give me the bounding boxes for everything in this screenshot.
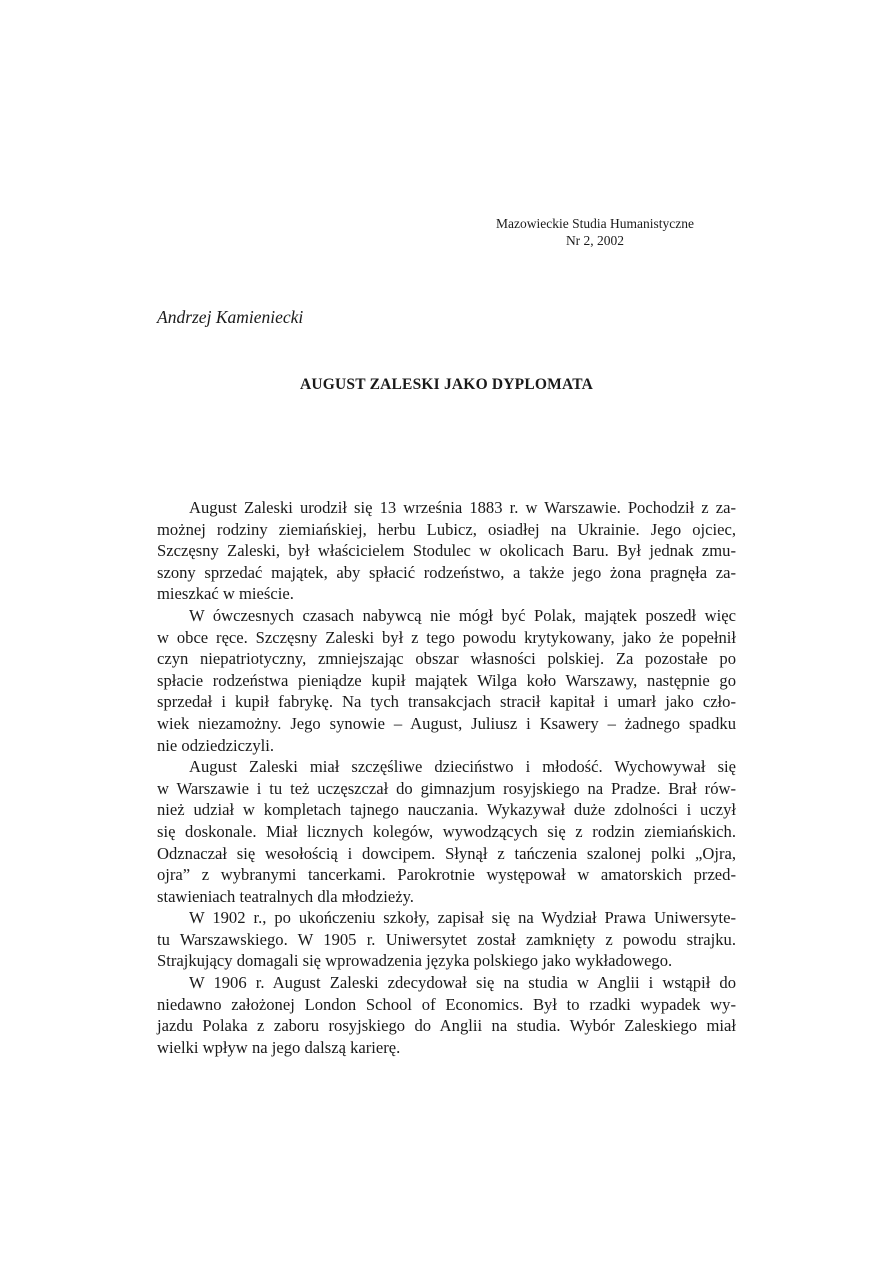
paragraph [157, 605, 736, 756]
text-line: wielki wpływ na jego dalszą karierę. [157, 1037, 401, 1057]
text-line: możnej rodziny ziemiańskiej, herbu Lubicz, osiadłej na Ukrainie. Jego ojciec, [157, 519, 736, 539]
text-line: szony sprzedać majątek, aby spłacić rodzeństwo, a także jego żona pragnęła za- [157, 562, 736, 582]
article-body [157, 497, 736, 1058]
text-line: czyn niepatriotyczny, zmniejszając obszar własności polskiej. Za pozostałe po [157, 649, 736, 669]
text-line: niedawno założonej London School of Economics. Był to rzadki wypadek wy- [157, 994, 736, 1014]
paragraph [157, 972, 736, 1058]
text-line: August Zaleski urodził się 13 września 1883 r. w Warszawie. Pochodził z za- [189, 498, 736, 517]
text-line: Szczęsny Zaleski, był właścicielem Stodulec w okolicach Baru. Był jednak zmu- [157, 541, 736, 561]
author-name: Andrzej Kamieniecki [157, 307, 304, 327]
text-line: stawieniach teatralnych dla młodzieży. [157, 886, 414, 906]
paragraph [157, 907, 736, 972]
text-line: mieszkać w mieście. [157, 584, 294, 604]
paragraph [157, 497, 736, 605]
text-line: Odznaczał się wesołością i dowcipem. Słynął z tańczenia szalonej polki „Ojra, [157, 843, 736, 863]
text-line: ojra” z wybranymi tancerkami. Parokrotnie występował w amatorskich przed- [157, 865, 736, 885]
text-line: W 1902 r., po ukończeniu szkoły, zapisał się na Wydział Prawa Uniwersyte- [189, 908, 736, 928]
journal-name: Mazowieckie Studia Humanistyczne [496, 216, 694, 231]
text-line: w Warszawie i tu też uczęszczał do gimnazjum rosyjskiego na Pradze. Brał rów- [157, 778, 736, 798]
text-line: nie odziedziczyli. [157, 735, 275, 755]
text-line: sprzedał i kupił fabrykę. Na tych transakcjach stracił kapitał i umarł jako czło- [157, 692, 736, 712]
article-title: AUGUST ZALESKI JAKO DYPLOMATA [299, 376, 594, 393]
text-line: spłacie rodzeństwa pieniądze kupił majątek Wilga koło Warszawy, następnie go [157, 670, 736, 690]
text-line: W ówczesnych czasach nabywcą nie mógł być Polak, majątek poszedł więc [189, 605, 736, 625]
text-line: w obce ręce. Szczęsny Zaleski był z tego powodu krytykowany, jako że popełnił [157, 627, 736, 647]
text-line: jazdu Polaka z zaboru rosyjskiego do Anglii na studia. Wybór Zaleskiego miał [157, 1016, 736, 1036]
text-line: Strajkujący domagali się wprowadzenia języka polskiego jako wykładowego. [157, 951, 673, 971]
journal-issue: Nr 2, 2002 [565, 233, 625, 248]
text-line: się doskonale. Miał licznych kolegów, wywodzących się z rodzin ziemiańskich. [157, 821, 736, 841]
text-line: nież udział w kompletach tajnego nauczania. Wykazywał duże zdolności i uczył [157, 800, 736, 820]
journal-header [480, 215, 710, 249]
text-line: W 1906 r. August Zaleski zdecydował się na studia w Anglii i wstąpił do [189, 973, 736, 993]
text-line: August Zaleski miał szczęśliwe dzieciństwo i młodość. Wychowywał się [189, 757, 736, 777]
text-line: tu Warszawskiego. W 1905 r. Uniwersytet został zamknięty z powodu strajku. [157, 929, 736, 949]
text-line: wiek niezamożny. Jego synowie – August, Juliusz i Ksawery – żadnego spadku [157, 713, 736, 733]
paragraph [157, 756, 736, 907]
